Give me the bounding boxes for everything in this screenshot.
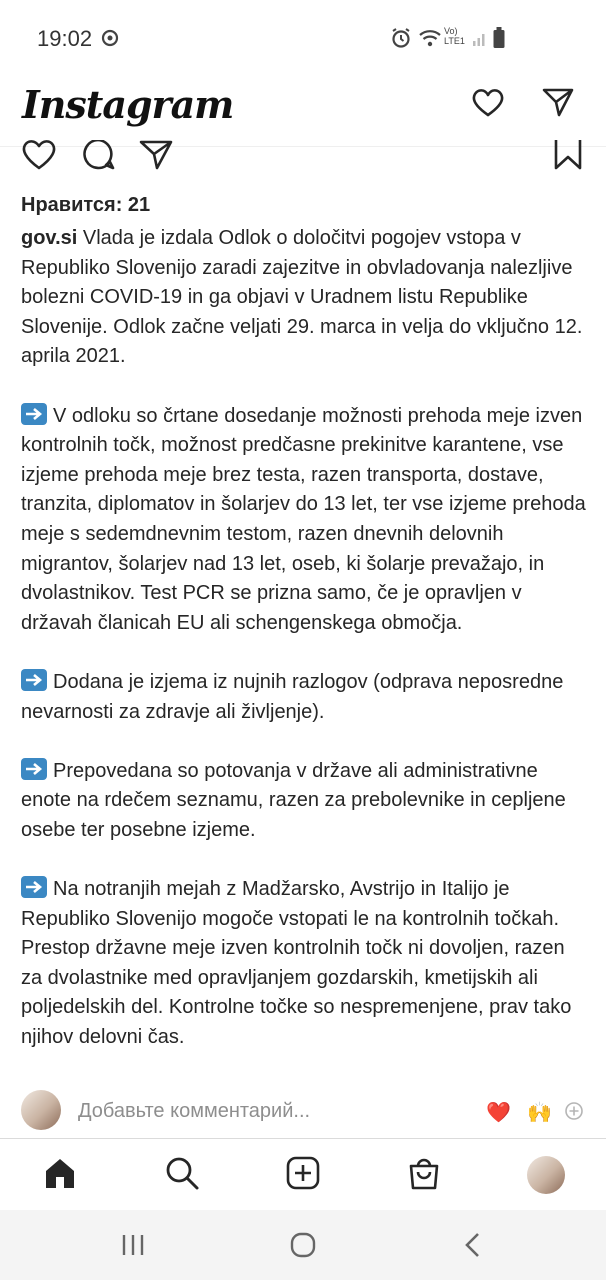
quick-raised-hands-emoji[interactable]: 🙌 bbox=[527, 1102, 552, 1124]
caption-paragraph bbox=[21, 875, 591, 1053]
bottom-navigation bbox=[0, 1138, 606, 1211]
comment-bubble-icon bbox=[80, 159, 116, 176]
post-username[interactable]: gov.si bbox=[21, 227, 78, 249]
status-bar bbox=[0, 0, 606, 78]
caption-paragraph-text: Dodana je izjema iz nujnih razlogov (odprava neposredne nevarnosti za zdravje ali življenje). bbox=[21, 670, 564, 723]
comment-button[interactable] bbox=[80, 140, 116, 172]
nav-search[interactable] bbox=[160, 1153, 204, 1197]
home-system-button[interactable] bbox=[288, 1232, 318, 1262]
status-time: 19:02 bbox=[37, 26, 93, 51]
quick-heart-emoji[interactable]: ❤️ bbox=[486, 1102, 511, 1124]
comment-input[interactable]: Добавьте комментарий... bbox=[78, 1100, 311, 1122]
send-icon bbox=[138, 159, 174, 176]
like-count[interactable]: Нравится: 21 bbox=[21, 194, 151, 216]
caption-paragraph bbox=[21, 402, 591, 639]
nav-shop[interactable] bbox=[402, 1153, 446, 1197]
home-icon bbox=[42, 1155, 78, 1196]
caption-paragraph bbox=[21, 668, 591, 727]
caption-paragraph-text: V odloku so črtane dosedanje možnosti prehoda meje izven kontrolnih točk, možnost predčasne prekinitve karantene, vse izjeme prehoda meje brez testa, razen transporta, dostave, tranzita, diplomatov in šolarjev do 13 let, ter vse izjeme prehoda meje s sedemdnevnim testom, razen dnevnih delovnih migrantov, šolarjev nad 13 let, oseb, ki šolarje prevažajo, in dvolastnikov. Test PCR se prizna samo, če je opravljen v državah članicah EU ali schengenskega območja. bbox=[21, 404, 586, 634]
back-chevron-icon bbox=[461, 1231, 485, 1264]
share-button[interactable] bbox=[138, 140, 174, 172]
wifi-icon bbox=[418, 28, 442, 53]
app-header bbox=[0, 78, 606, 147]
home-circle-icon bbox=[289, 1231, 317, 1264]
nav-home[interactable] bbox=[38, 1153, 82, 1197]
heart-icon bbox=[471, 87, 505, 122]
direct-message-icon bbox=[542, 87, 574, 122]
alarm-icon bbox=[390, 27, 412, 54]
profile-avatar bbox=[527, 1156, 565, 1194]
caption-paragraph-text: Prepovedana so potovanja v države ali administrativne enote na rdečem seznamu, razen za prebolevnike in cepljene osebe ter posebne izjeme. bbox=[21, 759, 566, 841]
network-label: Vo) LTE1 bbox=[444, 26, 465, 46]
caption-text: Vlada je izdala Odlok o določitvi pogojev vstopa v Republiko Slovenijo zaradi zajezitve in obvladovanja nalezljive bolezni COVID-19 in ga objavi v Uradnem listu Republike Slovenije. Odlok začne veljati 29. marca in velja do vključno 12. aprila 2021. bbox=[21, 227, 583, 368]
arrow-right-icon bbox=[21, 876, 47, 898]
instagram-logo[interactable]: Instagram bbox=[22, 82, 234, 127]
recent-apps-icon bbox=[120, 1233, 146, 1262]
caption-intro bbox=[21, 224, 591, 372]
nav-profile[interactable] bbox=[524, 1153, 568, 1197]
user-avatar bbox=[21, 1090, 61, 1130]
activity-heart-button[interactable] bbox=[468, 84, 508, 124]
add-emoji-icon[interactable] bbox=[564, 1101, 584, 1127]
sync-icon bbox=[100, 28, 120, 53]
search-icon bbox=[164, 1155, 200, 1196]
heart-outline-icon bbox=[21, 159, 57, 176]
battery-icon bbox=[493, 27, 505, 54]
plus-square-icon bbox=[285, 1155, 321, 1196]
system-navigation-bar bbox=[0, 1210, 606, 1280]
post-action-row bbox=[0, 140, 606, 180]
shopping-bag-icon bbox=[406, 1155, 442, 1196]
arrow-right-icon bbox=[21, 669, 47, 691]
nav-new-post[interactable] bbox=[281, 1153, 325, 1197]
direct-message-button[interactable] bbox=[538, 84, 578, 124]
save-button[interactable] bbox=[550, 140, 586, 172]
recent-apps-button[interactable] bbox=[118, 1232, 148, 1262]
back-system-button[interactable] bbox=[458, 1232, 488, 1262]
bookmark-icon bbox=[550, 159, 586, 176]
like-button[interactable] bbox=[21, 140, 57, 172]
arrow-right-icon bbox=[21, 403, 47, 425]
add-comment-row bbox=[0, 1088, 606, 1136]
caption-paragraph-text: Na notranjih mejah z Madžarsko, Avstrijo in Italijo je Republiko Slovenijo mogoče vstopati le na kontrolnih točkah. Prestop državne meje izven kontrolnih točk ni dovoljen, razen za dvolastnike med opravljanjem gozdarskih, kmetijskih ali poljedelskih del. Kontrolne točke so nespremenjene, prav tako njihov delovni čas. bbox=[21, 878, 572, 1049]
caption-paragraph bbox=[21, 757, 591, 846]
post-caption bbox=[21, 224, 591, 1082]
arrow-right-icon bbox=[21, 758, 47, 780]
signal-icon bbox=[472, 28, 488, 53]
